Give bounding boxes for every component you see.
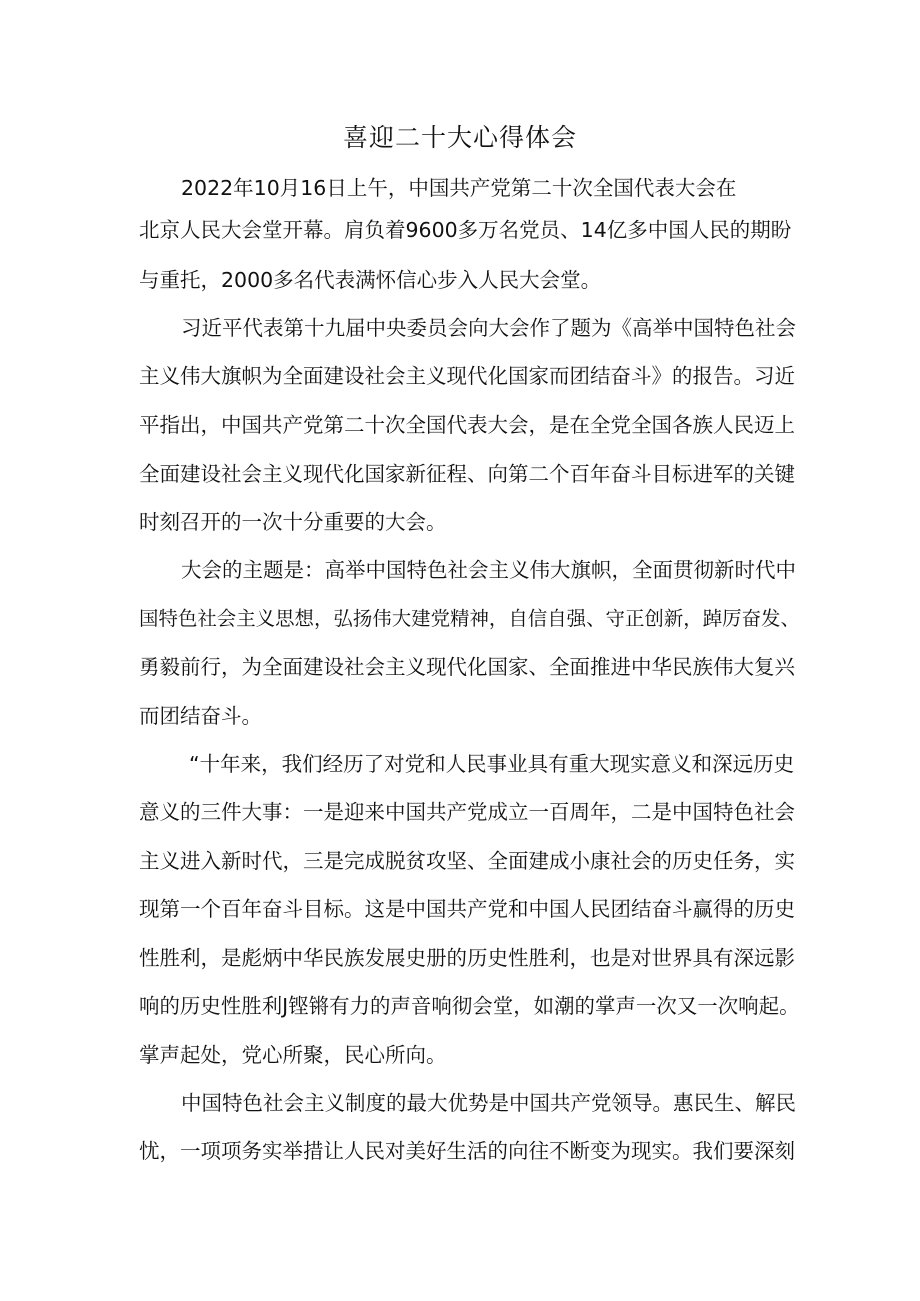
paragraph-3-line-1: 大会的主题是：高举中国特色社会主义伟大旗帜，全面贯彻新时代中 bbox=[181, 558, 796, 582]
paragraph-4-line-1: “十年来，我们经历了对党和人民事业具有重大现实意义和深远历史 bbox=[189, 752, 795, 776]
paragraph-2-line-4: 全面建设社会主义现代化国家新征程、向第二个百年奋斗目标进军的关键 bbox=[139, 462, 795, 486]
paragraph-3-line-4: 而团结奋斗。 bbox=[139, 704, 262, 728]
paragraph-3-line-2: 国特色社会主义思想，弘扬伟大建党精神，自信自强、守正创新，踔厉奋发、 bbox=[139, 607, 800, 630]
paragraph-4-line-7: 掌声起处，党心所聚，民心所向。 bbox=[139, 1043, 447, 1067]
paragraph-1-line-3: 与重托，2000多名代表满怀信心步入人民大会堂。 bbox=[139, 268, 602, 292]
paragraph-2-line-2: 主义伟大旗帜为全面建设社会主义现代化国家而团结奋斗》的报告。习近 bbox=[139, 364, 795, 388]
paragraph-5-line-1: 中国特色社会主义制度的最大优势是中国共产党领导。惠民生、解民 bbox=[181, 1091, 796, 1115]
paragraph-1-line-2: 北京人民大会堂开幕。肩负着9600多万名党员、14亿多中国人民的期盼 bbox=[139, 218, 792, 242]
paragraph-4-line-3: 主义进入新时代，三是完成脱贫攻坚、全面建成小康社会的历史任务，实 bbox=[139, 849, 795, 873]
paragraph-4-line-6: 响的历史性胜利J铿锵有力的声音响彻会堂，如潮的掌声一次又一次响起。 bbox=[139, 994, 800, 1018]
paragraph-3-line-3: 勇毅前行，为全面建设社会主义现代化国家、全面推进中华民族伟大复兴 bbox=[139, 655, 795, 679]
paragraph-1-line-1: 2022年10月16日上午，中国共产党第二十次全国代表大会在 bbox=[181, 176, 737, 200]
paragraph-2-line-1: 习近平代表第十九届中央委员会向大会作了题为《高举中国特色社会 bbox=[181, 316, 796, 340]
paragraph-2-line-5: 时刻召开的一次十分重要的大会。 bbox=[139, 510, 447, 534]
page-title: 喜迎二十大心得体会 bbox=[342, 123, 577, 152]
paragraph-4-line-2: 意义的三件大事：一是迎来中国共产党成立一百周年，二是中国特色社会 bbox=[139, 800, 795, 824]
paragraph-4-line-5: 性胜利，是彪炳中华民族发展史册的历史性胜利，也是对世界具有深远影 bbox=[139, 946, 795, 970]
paragraph-2-line-3: 平指出，中国共产党第二十次全国代表大会，是在全党全国各族人民迈上 bbox=[139, 413, 795, 437]
paragraph-5-line-2: 忧，一项项务实举措让人民对美好生活的向往不断变为现实。我们要深刻 bbox=[139, 1139, 795, 1163]
paragraph-4-line-4: 现第一个百年奋斗目标。这是中国共产党和中国人民团结奋斗赢得的历史 bbox=[139, 897, 795, 921]
